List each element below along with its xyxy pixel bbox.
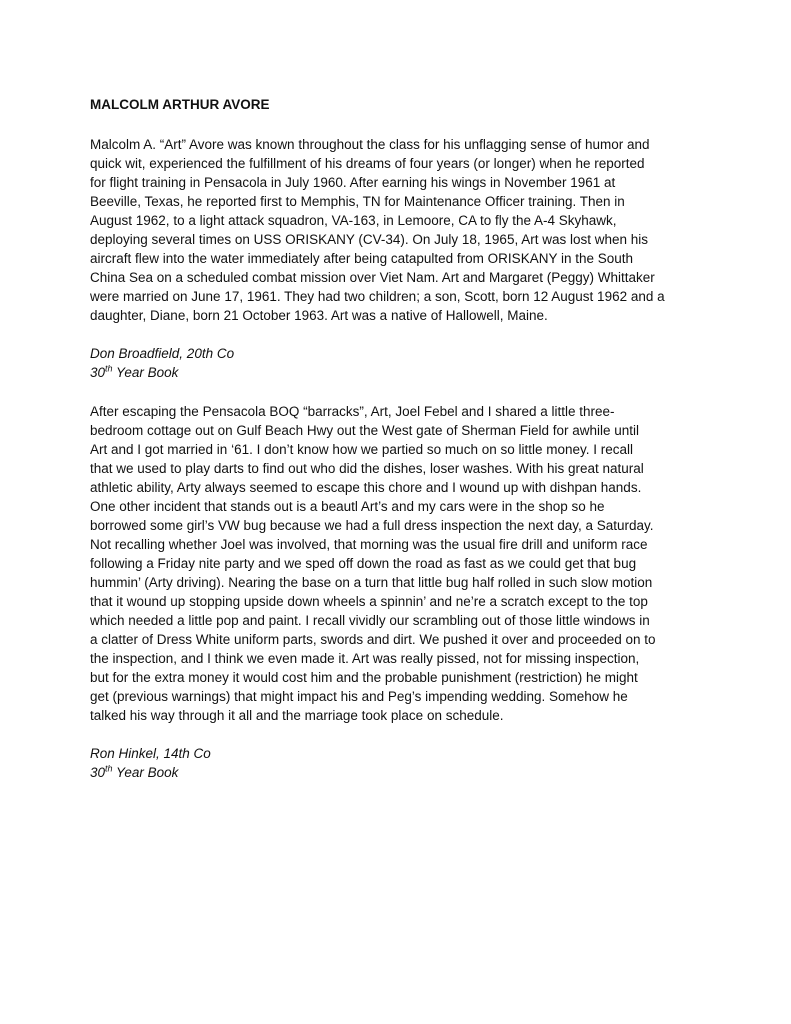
memory-line: the inspection, and I think we even made it. Art was really pissed, not for missing inspection, <box>90 651 640 666</box>
book-suffix: th <box>105 763 113 774</box>
memory-line: that it wound up stopping upside down wheels a spinnin’ and ne’re a scratch except to the top <box>90 594 648 609</box>
document-title: MALCOLM ARTHUR AVORE <box>90 97 270 112</box>
memory-line: that we used to play darts to find out who did the dishes, loser washes. With his great natural <box>90 461 644 476</box>
bio-line: were married on June 17, 1961. They had two children; a son, Scott, born 12 August 1962 and a <box>90 289 665 304</box>
memory-line: get (previous warnings) that might impact his and Peg’s impending wedding. Somehow he <box>90 689 628 704</box>
attribution-2 <box>90 744 730 782</box>
memory-line: following a Friday nite party and we sped off down the road as fast as we could get that bug <box>90 556 637 571</box>
bio-line: for flight training in Pensacola in July 1960. After earning his wings in November 1961 at <box>90 175 616 190</box>
attribution-author: Don Broadfield, 20th Co <box>90 346 235 361</box>
memory-line: a clatter of Dress White uniform parts, swords and dirt. We pushed it over and proceeded on to <box>90 632 656 647</box>
memory-paragraph <box>90 402 730 725</box>
bio-line: aircraft flew into the water immediately after being catapulted from ORISKANY in the South <box>90 251 634 266</box>
attribution-book <box>90 763 730 782</box>
bio-line: quick wit, experienced the fulfillment of his dreams of four years (or longer) when he reported <box>90 156 645 171</box>
book-number: 30 <box>90 765 106 780</box>
memory-line: athletic ability, Arty always seemed to escape this chore and I wound up with dishpan hands. <box>90 480 642 495</box>
memory-line: Not recalling whether Joel was involved, that morning was the usual fire drill and uniform race <box>90 537 648 552</box>
book-rest: Year Book <box>112 765 179 780</box>
attribution-author: Ron Hinkel, 14th Co <box>90 746 211 761</box>
attribution-1 <box>90 344 730 382</box>
memory-line: which needed a little pop and paint. I recall vividly our scrambling out of those little windows in <box>90 613 650 628</box>
document-page <box>90 95 730 802</box>
memory-line: talked his way through it all and the marriage took place on schedule. <box>90 708 504 723</box>
bio-line: Beeville, Texas, he reported first to Memphis, TN for Maintenance Officer training. Then in <box>90 194 625 209</box>
bio-line: Malcolm A. “Art” Avore was known throughout the class for his unflagging sense of humor and <box>90 137 650 152</box>
memory-line: bedroom cottage out on Gulf Beach Hwy out the West gate of Sherman Field for awhile until <box>90 423 640 438</box>
memory-line: but for the extra money it would cost him and the probable punishment (restriction) he might <box>90 670 638 685</box>
bio-paragraph <box>90 135 730 325</box>
memory-line: After escaping the Pensacola BOQ “barracks”, Art, Joel Febel and I shared a little three- <box>90 404 615 419</box>
book-rest: Year Book <box>112 365 179 380</box>
book-suffix: th <box>105 363 113 374</box>
bio-line: August 1962, to a light attack squadron, VA-163, in Lemoore, CA to fly the A-4 Skyhawk, <box>90 213 617 228</box>
book-number: 30 <box>90 365 106 380</box>
attribution-book <box>90 363 730 382</box>
memory-line: One other incident that stands out is a beautl Art’s and my cars were in the shop so he <box>90 499 605 514</box>
bio-line: deploying several times on USS ORISKANY (CV-34). On July 18, 1965, Art was lost when his <box>90 232 649 247</box>
memory-line: borrowed some girl’s VW bug because we had a full dress inspection the next day, a Saturday. <box>90 518 654 533</box>
bio-line: daughter, Diane, born 21 October 1963. Art was a native of Hallowell, Maine. <box>90 308 548 323</box>
bio-line: China Sea on a scheduled combat mission over Viet Nam. Art and Margaret (Peggy) Whittaker <box>90 270 655 285</box>
memory-line: hummin’ (Arty driving). Nearing the base on a turn that little bug half rolled in such slow motion <box>90 575 653 590</box>
memory-line: Art and I got married in ‘61. I don’t know how we partied so much on so little money. I recall <box>90 442 634 457</box>
